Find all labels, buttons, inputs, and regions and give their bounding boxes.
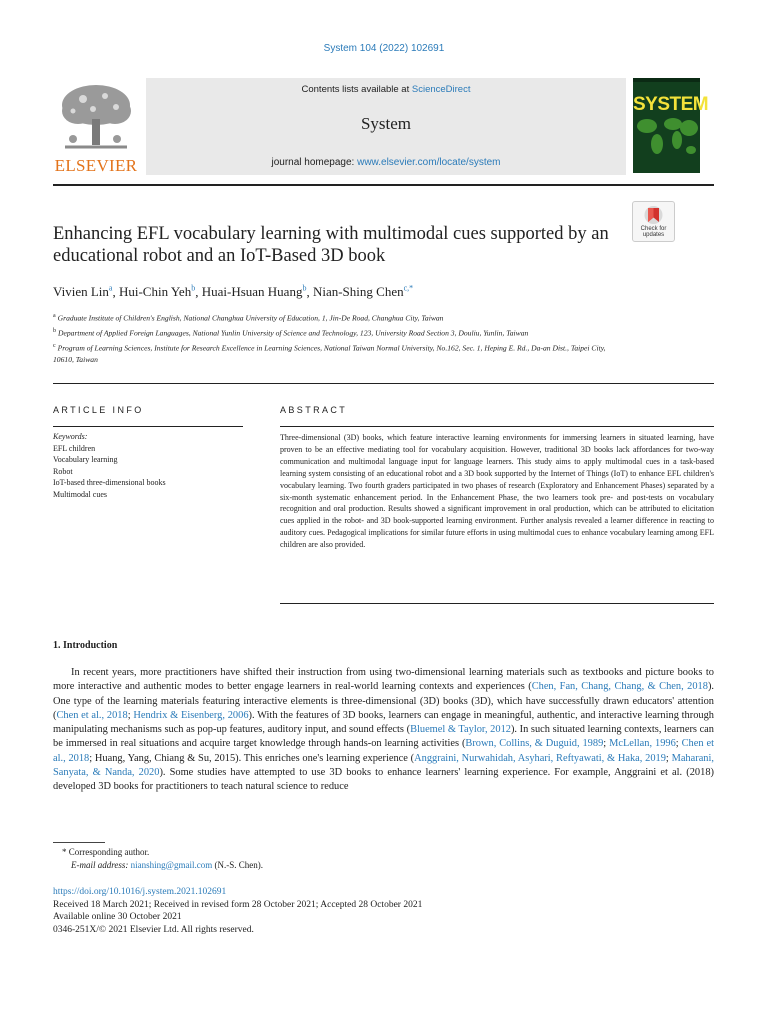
- journal-name: System: [360, 114, 412, 133]
- doi-link[interactable]: https://doi.org/10.1016/j.system.2021.102691: [53, 887, 227, 897]
- crossmark-label: [633, 226, 674, 238]
- journal-homepage: [146, 157, 626, 168]
- contents-prefix: Contents lists available at: [301, 84, 412, 95]
- author[interactable]: [53, 284, 112, 299]
- author-affiliation-mark[interactable]: b: [302, 284, 307, 293]
- keyword: Multimodal cues: [53, 489, 107, 499]
- citation-link[interactable]: Maharani, Sanyata, & Nanda, 2020: [53, 752, 714, 779]
- introduction-paragraph: [53, 666, 714, 795]
- keyword-list: [53, 443, 253, 501]
- author-name[interactable]: Hui-Chin Yeh: [118, 284, 192, 300]
- footnote-divider: [53, 842, 105, 843]
- copyright-line: 0346-251X/© 2021 Elsevier Ltd. All rights reserved.: [53, 924, 254, 935]
- check-for-updates-badge[interactable]: [632, 201, 675, 242]
- keyword: Robot: [53, 466, 73, 476]
- body-text: ;: [127, 709, 134, 721]
- abstract-divider: [280, 426, 714, 427]
- abstract-bottom-divider: [280, 603, 714, 604]
- contents-availability: [146, 84, 626, 95]
- body-text: ). One type of the learning materials featuring interactive elements is three-dimensional (3D) books (3D), which have successfully drawn educators' attention (: [53, 681, 714, 721]
- journal-homepage-link[interactable]: www.elsevier.com/locate/system: [357, 157, 501, 168]
- citation-link[interactable]: Chen, Fan, Chang, Chang, & Chen, 2018: [531, 681, 708, 693]
- author-name[interactable]: Vivien Lin: [53, 284, 109, 300]
- citation-link[interactable]: Bluemel & Taylor, 2012: [410, 724, 511, 736]
- body-text: ). In such situated learning contexts, learners can be immersed in real situations and acquire target knowledge through hands-on learning activities (: [53, 724, 714, 750]
- citation-link[interactable]: McLellan, 1996: [609, 738, 676, 750]
- crossmark-icon: [644, 205, 663, 225]
- article-info-heading: ARTICLE INFO: [53, 405, 144, 415]
- article-title: Enhancing EFL vocabulary learning with multimodal cues supported by an educational robot and an IoT-Based 3D book: [53, 224, 609, 266]
- journal-cover-image[interactable]: [633, 78, 709, 173]
- citation-link[interactable]: Anggraini, Nurwahidah, Asyhari, Reftyawati, & Haka, 2019: [414, 752, 666, 764]
- elsevier-tree-logo: [53, 81, 139, 151]
- author-list: [53, 284, 653, 300]
- author[interactable]: [119, 284, 195, 299]
- journal-info-box: [146, 78, 626, 175]
- affiliation-text: Program of Learning Sciences, Institute for Research Excellence in Learning Sciences, National Taiwan Normal University, No.162, Sec. 1, Heping E. Rd., Da-an Dist., Taipei City, 10610, Taiwan: [53, 343, 606, 365]
- corresponding-line: [62, 846, 462, 859]
- section-divider: [53, 383, 714, 384]
- body-text: ;: [675, 738, 682, 750]
- author-separator: ,: [195, 284, 202, 300]
- email-label: E-mail address:: [71, 860, 129, 870]
- cover-title: SYSTEM: [633, 94, 709, 115]
- keyword: EFL children: [53, 443, 96, 453]
- citation-link[interactable]: Chen et al., 2018: [56, 709, 128, 721]
- author-name[interactable]: Nian-Shing Chen: [312, 284, 404, 300]
- body-text: In recent years, more practitioners have shifted their instruction from using two-dimensional learning materials such as textbooks and picture books to more interactive and authentic modes to better engage learners in real-world learning contexts and experiences (: [53, 667, 714, 693]
- citation-link[interactable]: Hendrix & Eisenberg, 2006: [133, 709, 249, 721]
- email-line: [62, 859, 462, 872]
- author-separator: ,: [112, 284, 119, 300]
- author[interactable]: [202, 284, 307, 299]
- affiliation-mark: b: [53, 328, 56, 335]
- author[interactable]: [313, 284, 413, 299]
- corresponding-author-footnote: [62, 846, 462, 872]
- cover-map-graphic: [633, 78, 709, 173]
- author-affiliation-mark[interactable]: c,*: [403, 284, 414, 293]
- body-text: ;: [603, 738, 610, 750]
- affiliation-list: [53, 311, 623, 368]
- introduction-heading: 1. Introduction: [53, 640, 118, 651]
- homepage-prefix: journal homepage:: [271, 157, 358, 168]
- affiliation: [53, 311, 623, 324]
- author-affiliation-mark[interactable]: a: [108, 284, 113, 293]
- body-text: ). With the features of 3D books, learners can engage in meaningful, authentic, and interactive learning through manipulating mechanisms such as pop-up features, auditory input, and sound effects (: [53, 709, 714, 736]
- crossmark-line1: Check for: [640, 226, 667, 232]
- author-email-link[interactable]: nianshing@gmail.com: [130, 860, 213, 870]
- elsevier-wordmark[interactable]: ELSEVIER: [54, 156, 138, 175]
- affiliation-mark: a: [53, 313, 56, 319]
- citation-link[interactable]: Chen et al., 2018: [53, 738, 714, 764]
- keywords-label: Keywords:: [53, 432, 88, 441]
- abstract-heading: ABSTRACT: [280, 405, 348, 415]
- keyword: IoT-based three-dimensional books: [53, 478, 166, 487]
- keywords-block: [53, 431, 253, 500]
- body-text: ). Some studies have attempted to use 3D books to enhance learners' learning experience. For example, Anggraini et al. (2018) developed 3D books for practitioners to teach natural science to reduce: [53, 767, 714, 793]
- body-text: ; Huang, Yang, Chiang & Su, 2015). This enriches one's learning experience (: [89, 752, 415, 764]
- available-online-date: Available online 30 October 2021: [53, 912, 182, 923]
- affiliation-mark: c: [53, 343, 56, 350]
- body-text: ;: [665, 752, 672, 764]
- keyword: Vocabulary learning: [53, 455, 118, 464]
- author-name[interactable]: Huai-Hsuan Huang: [201, 284, 303, 300]
- author-affiliation-mark[interactable]: b: [191, 284, 196, 293]
- affiliation: [53, 341, 623, 366]
- affiliation-text: Graduate Institute of Children's English, National Changhua University of Education, 1, Jin-De Road, Changhua City, Taiwan: [57, 313, 444, 323]
- publication-info: [53, 886, 653, 936]
- received-dates: Received 18 March 2021; Received in revised form 28 October 2021; Accepted 28 October 2021: [53, 899, 423, 910]
- footnote-star: *: [62, 847, 67, 857]
- journal-masthead: [53, 78, 714, 178]
- affiliation-text: Department of Applied Foreign Languages, National Yunlin University of Science and Technology, 123, University Road Section 3, Douliu, Yunlin, Taiwan: [58, 328, 529, 338]
- journal-citation[interactable]: System 104 (2022) 102691: [323, 43, 445, 54]
- citation-link[interactable]: Brown, Collins, & Duguid, 1989: [465, 738, 604, 750]
- header-divider: [53, 184, 714, 186]
- corresponding-label: Corresponding author.: [68, 847, 150, 857]
- author-separator: ,: [306, 284, 313, 300]
- affiliation: [53, 326, 623, 339]
- article-info-divider: [53, 426, 243, 427]
- email-suffix: (N.-S. Chen).: [212, 860, 263, 870]
- crossmark-line2: updates: [642, 232, 665, 238]
- abstract-text: Three-dimensional (3D) books, which feature interactive learning environments for immersing learners in situated learning, have proven to be an effective mediating tool for vocabulary acquisition. However, traditional 3D books lack affordances for two-way communication and multimodal language input for language learners. This study aims to apply multimodal cues in a task-based learning system consisting of an educational robot and a 3D book supported by the Internet of Things (IoT) to enhance EFL children's vocabulary learning. Two fourth graders participated in two phases of research (Exploratory and Enhancement Phases) separated by a six-month systematic enhancement period. In the Enhancement Phase, the two learners took pre- and post-tests on vocabulary recognition and oral production. Results showed a significant improvement in oral production, which can be attributed to elicitation cues applied in the robot- and 3D book-supported learning environment. Further analysis revealed a learner difference in reacting to auditory cues. Pedagogical implications for similar future efforts in using multimodal cues to enhance vocabulary learning among EFL children are also provided.: [280, 433, 714, 550]
- sciencedirect-link[interactable]: ScienceDirect: [411, 84, 471, 95]
